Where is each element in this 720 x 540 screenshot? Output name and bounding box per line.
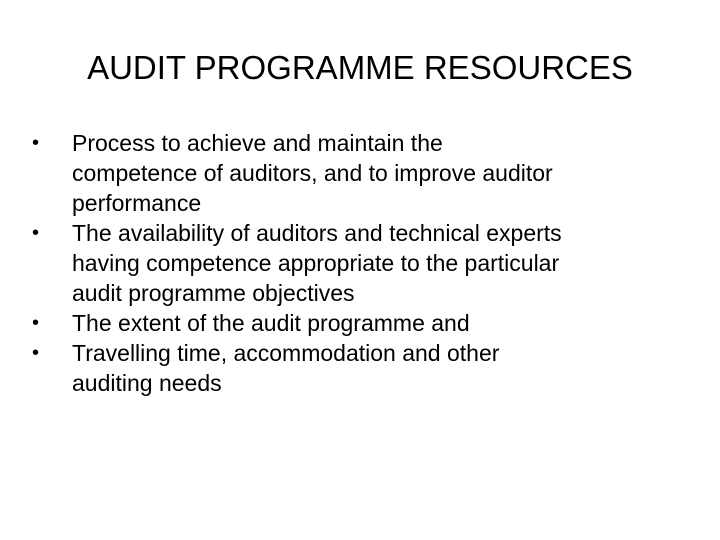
bullet-text-line: The extent of the audit programme and bbox=[72, 310, 470, 336]
bullet-text-line: Travelling time, accommodation and other bbox=[72, 340, 500, 366]
bullet-text-line: having competence appropriate to the particular bbox=[72, 250, 560, 276]
bullet-text-line: auditing needs bbox=[72, 370, 222, 396]
bullet-list bbox=[30, 128, 690, 398]
bullet-item-availability bbox=[30, 218, 690, 308]
bullet-text-line: audit programme objectives bbox=[72, 280, 355, 306]
bullet-text-line: The availability of auditors and technical experts bbox=[72, 220, 562, 246]
bullet-dot-icon: • bbox=[32, 342, 40, 364]
bullet-dot-icon: • bbox=[32, 132, 40, 154]
bullet-item-extent bbox=[30, 308, 690, 338]
bullet-item-competence bbox=[30, 128, 690, 218]
bullet-dot-icon: • bbox=[32, 312, 40, 334]
slide-title: AUDIT PROGRAMME RESOURCES bbox=[87, 49, 633, 86]
bullet-text-line: competence of auditors, and to improve auditor bbox=[72, 160, 553, 186]
bullet-text-line: performance bbox=[72, 190, 202, 216]
bullet-item-travelling bbox=[30, 338, 690, 398]
bullet-text-line: Process to achieve and maintain the bbox=[72, 130, 443, 156]
bullet-dot-icon: • bbox=[32, 222, 40, 244]
